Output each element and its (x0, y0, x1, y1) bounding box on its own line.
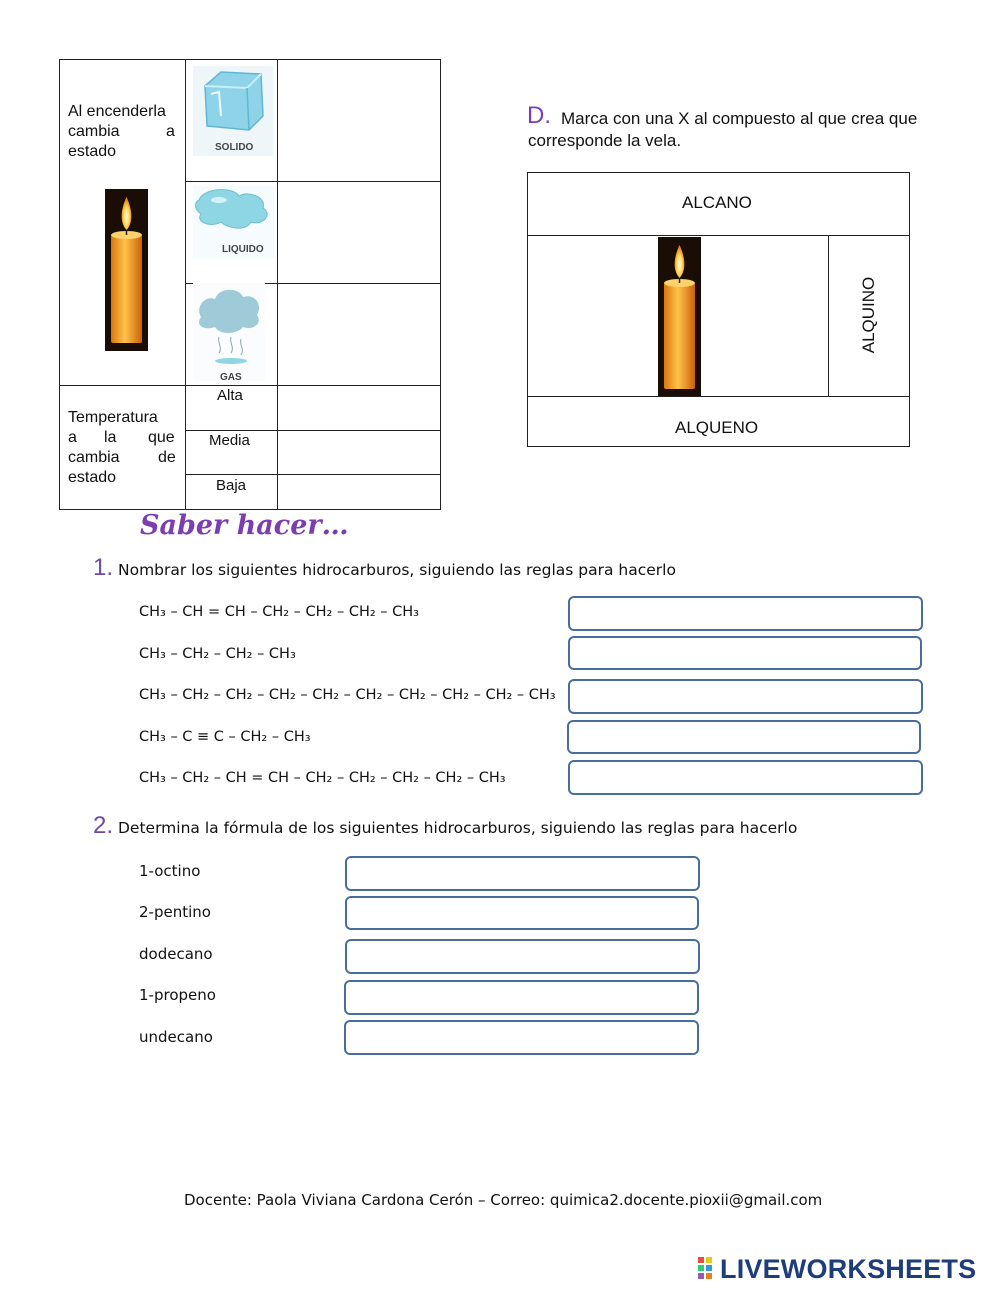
q2-answer-input-1[interactable] (345, 856, 700, 891)
section-d-instruction-line2: corresponde la vela. (528, 131, 682, 150)
q2-answer-input-5[interactable] (344, 1020, 699, 1055)
gas-caption: GAS (220, 372, 242, 383)
q1-answer-input-4[interactable] (567, 720, 921, 754)
temp-baja-label: Baja (216, 477, 247, 494)
q2-name-5: undecano (139, 1028, 213, 1046)
q1-formula-5: CH₃ – CH₂ – CH = CH – CH₂ – CH₂ – CH₂ – CH₂ – CH₃ (139, 770, 506, 786)
temp-word-que: que (148, 429, 175, 446)
q2-name-4: 1-propeno (139, 986, 216, 1004)
temp-alta-label: Alta (217, 387, 243, 404)
q1-formula-4: CH₃ – C ≡ C – CH₂ – CH₃ (139, 729, 311, 745)
cloud-icon (193, 283, 265, 381)
q2-answer-input-2[interactable] (345, 896, 699, 930)
q1-answer-input-1[interactable] (568, 596, 923, 631)
q1-answer-input-3[interactable] (568, 679, 923, 714)
q2-name-2: 2-pentino (139, 903, 211, 921)
q1-formula-2: CH₃ – CH₂ – CH₂ – CH₃ (139, 646, 296, 662)
q2-name-3: dodecano (139, 945, 213, 963)
candle-image (105, 189, 148, 351)
temp-text-line1: Temperatura (68, 409, 158, 426)
intro-text-line2-b: a (166, 123, 175, 140)
q2-text: Determina la fórmula de los siguientes hidrocarburos, siguiendo las reglas para hacerlo (118, 819, 798, 837)
temp-word-a: a (68, 429, 77, 446)
saber-hacer-heading: Saber hacer… (140, 510, 349, 541)
q1-formula-1: CH₃ – CH = CH – CH₂ – CH₂ – CH₂ – CH₃ (139, 604, 419, 620)
liveworksheets-logo-icon (698, 1257, 720, 1283)
intro-text-line2-a: cambia (68, 123, 120, 140)
liveworksheets-logo-text: LIVEWORKSHEETS (720, 1254, 977, 1284)
q2-name-1: 1-octino (139, 862, 201, 880)
temp-media-label: Media (209, 432, 250, 449)
q2-answer-input-3[interactable] (345, 939, 700, 974)
q1-number: 1. (93, 554, 114, 581)
temp-word-de: de (158, 449, 176, 466)
q1-answer-input-2[interactable] (568, 636, 922, 670)
section-d-instruction-line1: Marca con una X al compuesto al que crea que (561, 109, 918, 128)
footer-docente: Docente: Paola Viviana Cardona Cerón – Correo: quimica2.docente.pioxii@gmail.com (184, 1191, 823, 1209)
intro-text-line3: estado (68, 143, 117, 160)
alquino-option[interactable]: ALQUINO (859, 276, 878, 354)
q1-answer-input-5[interactable] (568, 760, 923, 795)
q1-text: Nombrar los siguientes hidrocarburos, siguiendo las reglas para hacerlo (118, 561, 676, 579)
q2-number: 2. (93, 812, 114, 839)
alqueno-option[interactable]: ALQUENO (675, 418, 759, 437)
q2-answer-input-4[interactable] (344, 980, 699, 1015)
temp-word-cambia: cambia (68, 449, 120, 466)
section-d-letter: D. (527, 102, 551, 129)
candle-image-d (658, 237, 701, 396)
alcano-option[interactable]: ALCANO (682, 193, 752, 212)
temp-text-line4: estado (68, 469, 117, 486)
q1-formula-3: CH₃ – CH₂ – CH₂ – CH₂ – CH₂ – CH₂ – CH₂ – CH₂ – CH₂ – CH₃ (139, 687, 556, 703)
liquido-caption: LIQUIDO (222, 244, 264, 255)
solido-caption: SOLIDO (215, 142, 254, 153)
temp-word-la: la (104, 429, 117, 446)
intro-text-line1: Al encenderla (68, 103, 166, 120)
